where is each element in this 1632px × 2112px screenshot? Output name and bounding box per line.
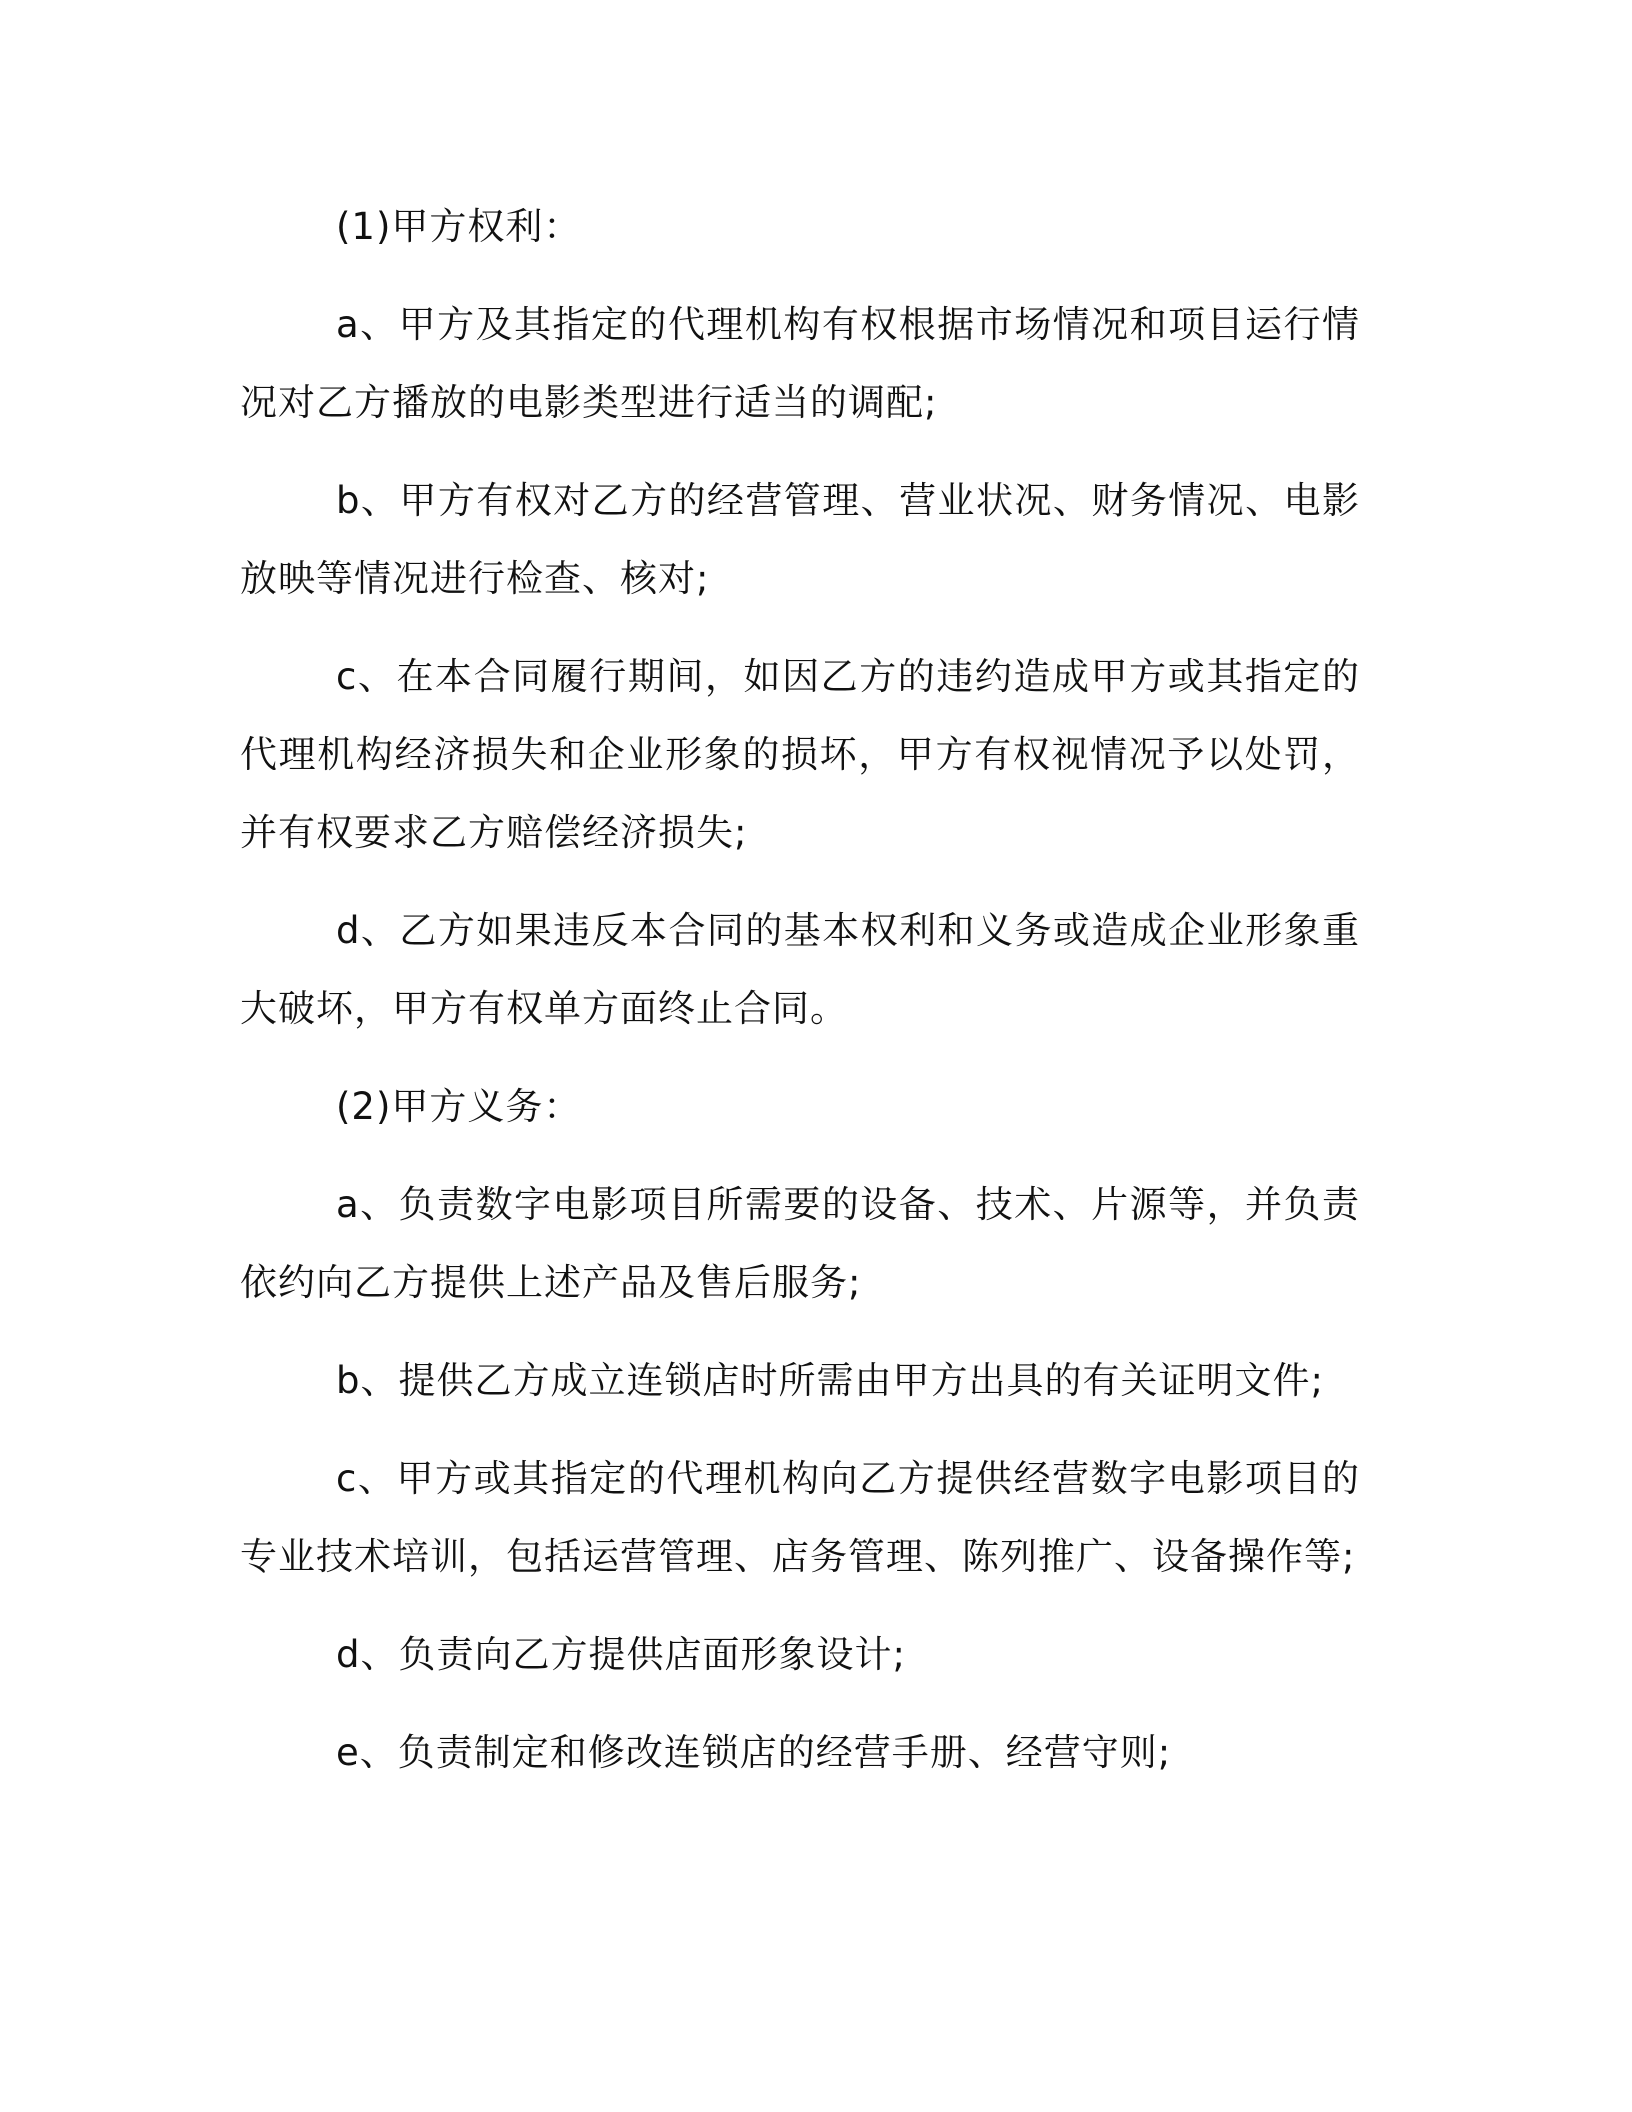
paragraph-obligations-a: a、负责数字电影项目所需要的设备、技术、片源等，并负责依约向乙方提供上述产品及售后服务; — [240, 1183, 1360, 1304]
document-body — [240, 188, 1360, 1812]
section-heading-party-a-obligations: (2)甲方义务： — [336, 1085, 582, 1128]
paragraph-obligations-b: b、提供乙方成立连锁店时所需由甲方出具的有关证明文件; — [336, 1359, 1324, 1402]
paragraph-rights-c: c、在本合同履行期间，如因乙方的违约造成甲方或其指定的代理机构经济损失和企业形象的损坏，甲方有权视情况予以处罚，并有权要求乙方赔偿经济损失; — [240, 655, 1360, 854]
section-heading-party-a-rights: (1)甲方权利： — [336, 205, 582, 248]
paragraph-rights-d: d、乙方如果违反本合同的基本权利和义务或造成企业形象重大破坏，甲方有权单方面终止合同。 — [240, 909, 1360, 1030]
paragraph-obligations-c: c、甲方或其指定的代理机构向乙方提供经营数字电影项目的专业技术培训，包括运营管理、店务管理、陈列推广、设备操作等; — [240, 1457, 1360, 1578]
paragraph-rights-b: b、甲方有权对乙方的经营管理、营业状况、财务情况、电影放映等情况进行检查、核对; — [240, 479, 1360, 600]
paragraph-obligations-e: e、负责制定和修改连锁店的经营手册、经营守则; — [336, 1731, 1172, 1774]
paragraph-obligations-d: d、负责向乙方提供店面形象设计; — [336, 1633, 906, 1676]
paragraph-rights-a: a、甲方及其指定的代理机构有权根据市场情况和项目运行情况对乙方播放的电影类型进行适当的调配; — [240, 303, 1360, 424]
